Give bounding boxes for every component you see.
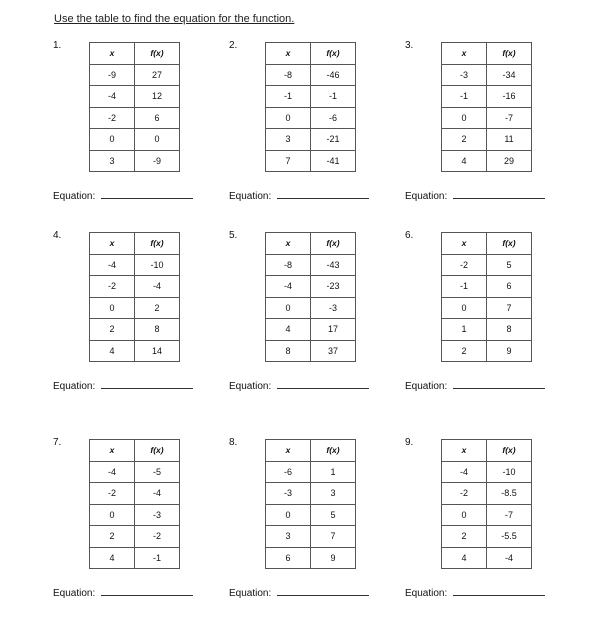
problem-number: 9. (405, 437, 414, 448)
x-value-cell: 3 (90, 150, 135, 172)
x-value-cell: -4 (90, 254, 135, 276)
table-row (266, 526, 356, 548)
table-row (90, 64, 180, 86)
x-value-cell: -6 (266, 461, 311, 483)
table-row (442, 483, 532, 505)
fx-value-cell: 5 (487, 254, 532, 276)
x-value-cell: 4 (90, 547, 135, 569)
x-value-cell: -1 (266, 86, 311, 108)
table-row (90, 86, 180, 108)
table-header-row (442, 43, 532, 65)
problem-4 (53, 230, 229, 415)
fx-value-cell: -43 (311, 254, 356, 276)
x-value-cell: 4 (442, 547, 487, 569)
table-row (266, 254, 356, 276)
table-row (266, 319, 356, 341)
table-row (266, 297, 356, 319)
x-value-cell: -8 (266, 64, 311, 86)
header-fx: f(x) (487, 440, 532, 462)
fx-value-cell: 2 (135, 297, 180, 319)
fx-value-cell: -5.5 (487, 526, 532, 548)
header-fx: f(x) (487, 43, 532, 65)
table-row (266, 107, 356, 129)
function-table (265, 439, 356, 569)
x-value-cell: -2 (442, 483, 487, 505)
table-row (90, 129, 180, 151)
x-value-cell: 0 (266, 107, 311, 129)
table-row (442, 64, 532, 86)
fx-value-cell: -21 (311, 129, 356, 151)
table-row (442, 340, 532, 362)
x-value-cell: 4 (90, 340, 135, 362)
fx-value-cell: -9 (135, 150, 180, 172)
equation-answer-line[interactable] (277, 587, 369, 596)
table-header-row (90, 233, 180, 255)
fx-value-cell: -4 (135, 276, 180, 298)
equation-label: Equation: (405, 381, 448, 392)
table-row (442, 526, 532, 548)
table-row (90, 504, 180, 526)
problem-number: 6. (405, 230, 414, 241)
header-x: x (266, 43, 311, 65)
fx-value-cell: -23 (311, 276, 356, 298)
x-value-cell: -2 (90, 483, 135, 505)
fx-value-cell: 8 (135, 319, 180, 341)
x-value-cell: 3 (266, 129, 311, 151)
equation-answer (53, 587, 193, 599)
table-row (266, 64, 356, 86)
fx-value-cell: 17 (311, 319, 356, 341)
header-fx: f(x) (311, 43, 356, 65)
x-value-cell: -3 (266, 483, 311, 505)
equation-answer-line[interactable] (277, 190, 369, 199)
fx-value-cell: 6 (135, 107, 180, 129)
fx-value-cell: -1 (311, 86, 356, 108)
table-row (90, 526, 180, 548)
table-row (90, 461, 180, 483)
x-value-cell: -8 (266, 254, 311, 276)
fx-value-cell: 3 (311, 483, 356, 505)
x-value-cell: -9 (90, 64, 135, 86)
fx-value-cell: -8.5 (487, 483, 532, 505)
header-fx: f(x) (487, 233, 532, 255)
fx-value-cell: 29 (487, 150, 532, 172)
table-row (266, 86, 356, 108)
fx-value-cell: -7 (487, 107, 532, 129)
equation-answer (229, 587, 369, 599)
fx-value-cell: -2 (135, 526, 180, 548)
equation-answer-line[interactable] (277, 380, 369, 389)
fx-value-cell: -16 (487, 86, 532, 108)
problem-number: 8. (229, 437, 238, 448)
table-header-row (442, 440, 532, 462)
table-row (266, 461, 356, 483)
x-value-cell: -4 (442, 461, 487, 483)
equation-label: Equation: (405, 191, 448, 202)
function-table (441, 232, 532, 362)
x-value-cell: 2 (90, 319, 135, 341)
table-row (90, 107, 180, 129)
table-row (442, 107, 532, 129)
equation-answer (53, 190, 193, 202)
x-value-cell: 7 (266, 150, 311, 172)
equation-answer (405, 380, 545, 392)
table-row (442, 297, 532, 319)
x-value-cell: 0 (90, 504, 135, 526)
equation-answer (405, 190, 545, 202)
header-x: x (442, 233, 487, 255)
x-value-cell: 4 (266, 319, 311, 341)
fx-value-cell: 9 (487, 340, 532, 362)
table-row (90, 483, 180, 505)
equation-label: Equation: (229, 191, 272, 202)
table-row (442, 547, 532, 569)
x-value-cell: -1 (442, 86, 487, 108)
table-row (442, 319, 532, 341)
x-value-cell: 3 (266, 526, 311, 548)
x-value-cell: 0 (266, 504, 311, 526)
header-x: x (90, 43, 135, 65)
fx-value-cell: 7 (487, 297, 532, 319)
fx-value-cell: 0 (135, 129, 180, 151)
header-fx: f(x) (311, 440, 356, 462)
header-x: x (266, 440, 311, 462)
header-x: x (266, 233, 311, 255)
fx-value-cell: 11 (487, 129, 532, 151)
table-row (90, 340, 180, 362)
table-row (442, 504, 532, 526)
header-fx: f(x) (311, 233, 356, 255)
fx-value-cell: -3 (135, 504, 180, 526)
x-value-cell: 2 (442, 526, 487, 548)
x-value-cell: 2 (90, 526, 135, 548)
equation-label: Equation: (53, 381, 96, 392)
x-value-cell: -3 (442, 64, 487, 86)
x-value-cell: -2 (442, 254, 487, 276)
table-row (90, 297, 180, 319)
header-fx: f(x) (135, 43, 180, 65)
equation-answer (53, 380, 193, 392)
table-row (266, 129, 356, 151)
table-row (266, 340, 356, 362)
function-table (441, 42, 532, 172)
x-value-cell: -4 (266, 276, 311, 298)
fx-value-cell: 37 (311, 340, 356, 362)
table-row (442, 254, 532, 276)
equation-answer-line[interactable] (101, 380, 193, 389)
table-row (442, 150, 532, 172)
table-header-row (90, 43, 180, 65)
table-row (90, 319, 180, 341)
equation-answer-line[interactable] (453, 587, 545, 596)
equation-label: Equation: (405, 588, 448, 599)
fx-value-cell: -7 (487, 504, 532, 526)
fx-value-cell: -46 (311, 64, 356, 86)
fx-value-cell: -4 (135, 483, 180, 505)
function-table (441, 439, 532, 569)
header-fx: f(x) (135, 440, 180, 462)
x-value-cell: 0 (442, 297, 487, 319)
table-row (266, 276, 356, 298)
equation-label: Equation: (229, 588, 272, 599)
table-row (266, 547, 356, 569)
equation-answer (229, 190, 369, 202)
table-row (90, 547, 180, 569)
fx-value-cell: 27 (135, 64, 180, 86)
fx-value-cell: -3 (311, 297, 356, 319)
x-value-cell: -2 (90, 107, 135, 129)
table-row (90, 254, 180, 276)
function-table (265, 42, 356, 172)
x-value-cell: 0 (90, 129, 135, 151)
function-table (89, 439, 180, 569)
fx-value-cell: 9 (311, 547, 356, 569)
instructions-heading: Use the table to find the equation for the function. (54, 13, 295, 25)
fx-value-cell: 7 (311, 526, 356, 548)
header-fx: f(x) (135, 233, 180, 255)
table-header-row (266, 440, 356, 462)
x-value-cell: 2 (442, 340, 487, 362)
table-row (442, 461, 532, 483)
function-table (89, 232, 180, 362)
equation-answer (405, 587, 545, 599)
problem-1 (53, 40, 229, 225)
problem-number: 4. (53, 230, 62, 241)
fx-value-cell: -1 (135, 547, 180, 569)
fx-value-cell: 12 (135, 86, 180, 108)
equation-answer (229, 380, 369, 392)
problem-8 (229, 437, 405, 622)
equation-answer-line[interactable] (453, 380, 545, 389)
problem-6 (405, 230, 581, 415)
header-x: x (90, 440, 135, 462)
fx-value-cell: -4 (487, 547, 532, 569)
fx-value-cell: 14 (135, 340, 180, 362)
problem-number: 1. (53, 40, 62, 51)
x-value-cell: 0 (442, 107, 487, 129)
equation-label: Equation: (53, 588, 96, 599)
fx-value-cell: -6 (311, 107, 356, 129)
x-value-cell: 4 (442, 150, 487, 172)
equation-label: Equation: (229, 381, 272, 392)
table-row (90, 276, 180, 298)
fx-value-cell: -41 (311, 150, 356, 172)
header-x: x (442, 440, 487, 462)
table-row (90, 150, 180, 172)
equation-answer-line[interactable] (101, 190, 193, 199)
header-x: x (442, 43, 487, 65)
problem-2 (229, 40, 405, 225)
problem-number: 5. (229, 230, 238, 241)
table-row (266, 483, 356, 505)
fx-value-cell: 1 (311, 461, 356, 483)
problem-9 (405, 437, 581, 622)
x-value-cell: 2 (442, 129, 487, 151)
fx-value-cell: 8 (487, 319, 532, 341)
problem-3 (405, 40, 581, 225)
x-value-cell: 1 (442, 319, 487, 341)
fx-value-cell: 6 (487, 276, 532, 298)
fx-value-cell: -10 (135, 254, 180, 276)
x-value-cell: 0 (90, 297, 135, 319)
problem-5 (229, 230, 405, 415)
x-value-cell: -4 (90, 86, 135, 108)
problem-7 (53, 437, 229, 622)
x-value-cell: 6 (266, 547, 311, 569)
fx-value-cell: 5 (311, 504, 356, 526)
equation-answer-line[interactable] (453, 190, 545, 199)
equation-answer-line[interactable] (101, 587, 193, 596)
x-value-cell: -1 (442, 276, 487, 298)
table-header-row (442, 233, 532, 255)
table-header-row (266, 233, 356, 255)
x-value-cell: 0 (266, 297, 311, 319)
fx-value-cell: -5 (135, 461, 180, 483)
fx-value-cell: -10 (487, 461, 532, 483)
table-header-row (90, 440, 180, 462)
table-row (442, 276, 532, 298)
problem-number: 7. (53, 437, 62, 448)
table-row (442, 129, 532, 151)
x-value-cell: -2 (90, 276, 135, 298)
x-value-cell: -4 (90, 461, 135, 483)
table-row (266, 150, 356, 172)
x-value-cell: 0 (442, 504, 487, 526)
x-value-cell: 8 (266, 340, 311, 362)
fx-value-cell: -34 (487, 64, 532, 86)
function-table (265, 232, 356, 362)
table-row (266, 504, 356, 526)
table-header-row (266, 43, 356, 65)
function-table (89, 42, 180, 172)
problem-number: 2. (229, 40, 238, 51)
equation-label: Equation: (53, 191, 96, 202)
header-x: x (90, 233, 135, 255)
problem-number: 3. (405, 40, 414, 51)
table-row (442, 86, 532, 108)
